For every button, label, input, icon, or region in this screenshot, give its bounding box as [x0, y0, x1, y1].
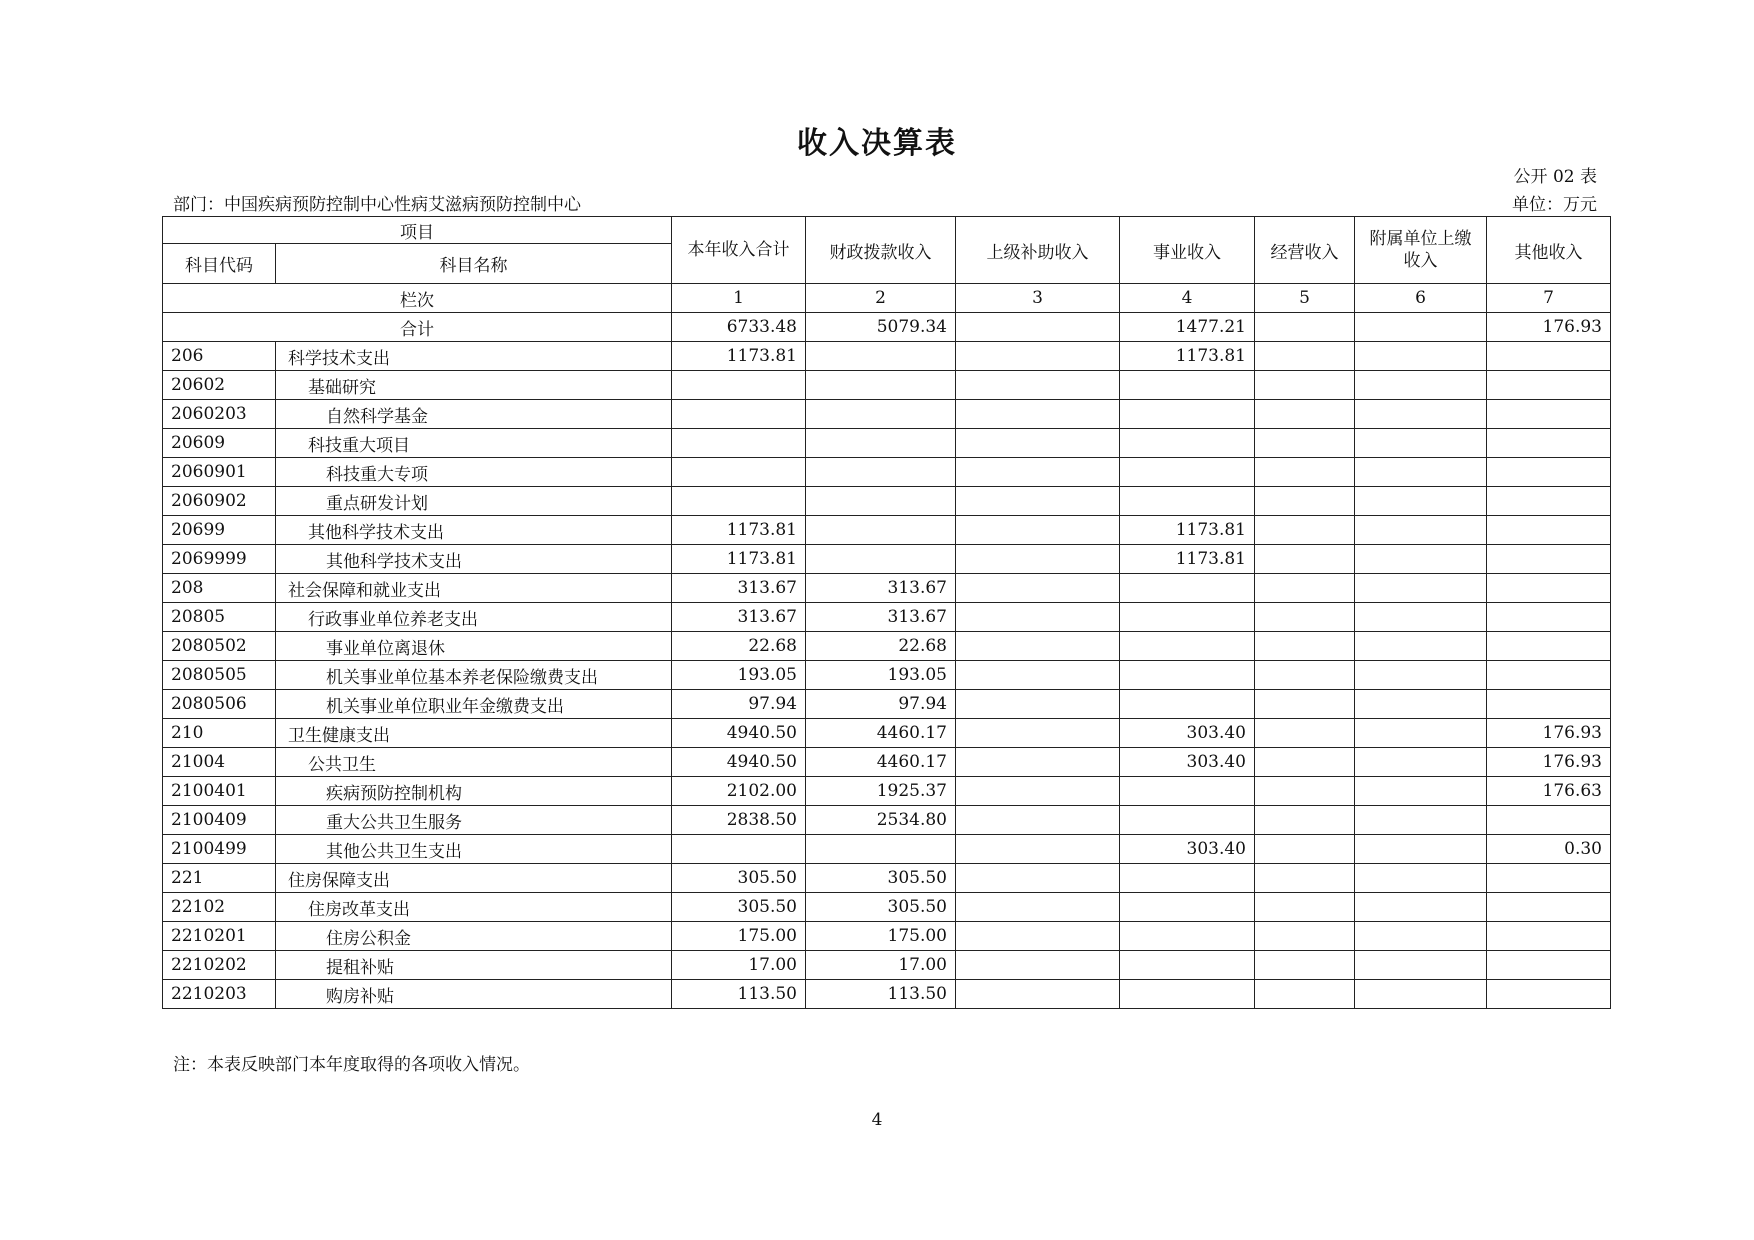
row-value: 4460.17 [806, 719, 956, 748]
row-value [1120, 922, 1255, 951]
total-value: 176.93 [1487, 313, 1611, 342]
row-value [1255, 574, 1355, 603]
table-row [163, 487, 1611, 516]
row-value [1255, 342, 1355, 371]
row-value [956, 545, 1120, 574]
row-name: 科技重大专项 [276, 458, 672, 487]
row-value: 17.00 [672, 951, 806, 980]
seq-number: 5 [1255, 284, 1355, 313]
row-value [806, 429, 956, 458]
row-code: 2210201 [163, 922, 276, 951]
row-name: 行政事业单位养老支出 [276, 603, 672, 632]
header-col-affiliate: 附属单位上缴收入 [1355, 217, 1487, 284]
header-name: 科目名称 [276, 244, 672, 284]
row-value [1487, 690, 1611, 719]
row-value [1120, 429, 1255, 458]
row-value [1255, 777, 1355, 806]
row-value: 1173.81 [1120, 342, 1255, 371]
header-col-total: 本年收入合计 [672, 217, 806, 284]
row-value [672, 429, 806, 458]
row-value: 176.93 [1487, 748, 1611, 777]
header-col-operating: 经营收入 [1255, 217, 1355, 284]
page-number: 4 [871, 1110, 883, 1130]
row-value [1355, 487, 1487, 516]
row-value [956, 806, 1120, 835]
row-value [1255, 545, 1355, 574]
row-value [956, 342, 1120, 371]
row-name: 其他科学技术支出 [276, 516, 672, 545]
row-value [1355, 516, 1487, 545]
row-value [806, 342, 956, 371]
row-value [1255, 835, 1355, 864]
row-value [956, 719, 1120, 748]
row-value [1355, 980, 1487, 1009]
row-value [1487, 951, 1611, 980]
row-value [1255, 922, 1355, 951]
row-value: 22.68 [672, 632, 806, 661]
row-name: 机关事业单位职业年金缴费支出 [276, 690, 672, 719]
table-row [163, 661, 1611, 690]
table-row [163, 980, 1611, 1009]
row-value [1120, 690, 1255, 719]
row-code: 206 [163, 342, 276, 371]
row-value [1355, 690, 1487, 719]
row-value [1355, 574, 1487, 603]
row-value [1255, 806, 1355, 835]
row-name: 其他公共卫生支出 [276, 835, 672, 864]
row-name: 科技重大项目 [276, 429, 672, 458]
row-value [1355, 806, 1487, 835]
row-code: 20699 [163, 516, 276, 545]
row-value: 1173.81 [1120, 516, 1255, 545]
table-row [163, 458, 1611, 487]
row-name: 事业单位离退休 [276, 632, 672, 661]
row-value [672, 487, 806, 516]
header-col-other: 其他收入 [1487, 217, 1611, 284]
row-value [1255, 748, 1355, 777]
row-value [1355, 371, 1487, 400]
row-value: 4940.50 [672, 748, 806, 777]
row-value [956, 516, 1120, 545]
row-value: 313.67 [806, 603, 956, 632]
row-value [1355, 603, 1487, 632]
table-row [163, 893, 1611, 922]
row-name: 其他科学技术支出 [276, 545, 672, 574]
row-value [1487, 806, 1611, 835]
row-value [956, 980, 1120, 1009]
row-value [1255, 893, 1355, 922]
seq-number: 6 [1355, 284, 1487, 313]
row-code: 208 [163, 574, 276, 603]
seq-number: 4 [1120, 284, 1255, 313]
table-row [163, 632, 1611, 661]
row-value: 175.00 [672, 922, 806, 951]
row-value [672, 371, 806, 400]
row-code: 20805 [163, 603, 276, 632]
header-code: 科目代码 [163, 244, 276, 284]
row-name: 疾病预防控制机构 [276, 777, 672, 806]
row-value [1487, 545, 1611, 574]
row-name: 购房补贴 [276, 980, 672, 1009]
row-value [956, 574, 1120, 603]
row-value [1355, 748, 1487, 777]
table-row [163, 371, 1611, 400]
row-value: 2534.80 [806, 806, 956, 835]
total-value [956, 313, 1120, 342]
total-value [1255, 313, 1355, 342]
row-value: 305.50 [806, 864, 956, 893]
row-value: 193.05 [672, 661, 806, 690]
row-value [1487, 458, 1611, 487]
row-value [1487, 429, 1611, 458]
seq-number: 3 [956, 284, 1120, 313]
seq-number: 7 [1487, 284, 1611, 313]
row-value [956, 690, 1120, 719]
row-value [1120, 458, 1255, 487]
row-value [1487, 661, 1611, 690]
row-value [1355, 400, 1487, 429]
row-name: 机关事业单位基本养老保险缴费支出 [276, 661, 672, 690]
row-value [956, 603, 1120, 632]
row-code: 2060902 [163, 487, 276, 516]
row-value: 193.05 [806, 661, 956, 690]
row-value: 303.40 [1120, 748, 1255, 777]
row-value: 1173.81 [1120, 545, 1255, 574]
row-value [1120, 777, 1255, 806]
row-value [1255, 951, 1355, 980]
table-row [163, 719, 1611, 748]
row-value [956, 487, 1120, 516]
row-value [1255, 487, 1355, 516]
row-value: 17.00 [806, 951, 956, 980]
row-value [806, 371, 956, 400]
row-name: 重大公共卫生服务 [276, 806, 672, 835]
total-value: 5079.34 [806, 313, 956, 342]
table-row [163, 835, 1611, 864]
income-table [162, 216, 1611, 1009]
row-value [1355, 864, 1487, 893]
row-value [1355, 719, 1487, 748]
row-value [1487, 400, 1611, 429]
row-name: 自然科学基金 [276, 400, 672, 429]
row-value [1120, 603, 1255, 632]
row-code: 2080505 [163, 661, 276, 690]
row-value [956, 893, 1120, 922]
row-value: 176.63 [1487, 777, 1611, 806]
table-row [163, 951, 1611, 980]
row-value [956, 371, 1120, 400]
row-value [956, 661, 1120, 690]
row-value: 1925.37 [806, 777, 956, 806]
row-value [1487, 980, 1611, 1009]
row-value [806, 516, 956, 545]
row-value [1255, 429, 1355, 458]
row-code: 2210203 [163, 980, 276, 1009]
row-value: 313.67 [672, 603, 806, 632]
table-row [163, 748, 1611, 777]
table-row [163, 545, 1611, 574]
row-value [1355, 545, 1487, 574]
row-value: 176.93 [1487, 719, 1611, 748]
row-value [1120, 864, 1255, 893]
row-name: 社会保障和就业支出 [276, 574, 672, 603]
header-col-fiscal: 财政拨款收入 [806, 217, 956, 284]
row-name: 住房公积金 [276, 922, 672, 951]
row-code: 2060203 [163, 400, 276, 429]
row-value [1487, 922, 1611, 951]
table-row [163, 516, 1611, 545]
row-value [1120, 487, 1255, 516]
seq-number: 2 [806, 284, 956, 313]
page-title: 收入决算表 [797, 126, 957, 161]
row-value: 313.67 [806, 574, 956, 603]
row-value [956, 922, 1120, 951]
row-value: 4460.17 [806, 748, 956, 777]
row-code: 20602 [163, 371, 276, 400]
row-code: 2080502 [163, 632, 276, 661]
row-value: 97.94 [672, 690, 806, 719]
row-value [1487, 516, 1611, 545]
total-value [1355, 313, 1487, 342]
row-value [1120, 980, 1255, 1009]
row-name: 住房保障支出 [276, 864, 672, 893]
row-value [806, 487, 956, 516]
row-value [1120, 806, 1255, 835]
row-value [1487, 603, 1611, 632]
seq-number: 1 [672, 284, 806, 313]
total-label: 合计 [163, 313, 672, 342]
row-value [956, 835, 1120, 864]
row-value [1120, 400, 1255, 429]
row-value [672, 400, 806, 429]
row-value [1255, 458, 1355, 487]
row-code: 221 [163, 864, 276, 893]
row-value [1487, 487, 1611, 516]
table-row [163, 922, 1611, 951]
row-value: 97.94 [806, 690, 956, 719]
row-name: 基础研究 [276, 371, 672, 400]
row-value [956, 748, 1120, 777]
header-project: 项目 [163, 217, 672, 244]
row-code: 2060901 [163, 458, 276, 487]
row-value [1487, 574, 1611, 603]
table-row [163, 342, 1611, 371]
row-value [1255, 690, 1355, 719]
row-value: 4940.50 [672, 719, 806, 748]
row-value [1255, 516, 1355, 545]
row-value [956, 632, 1120, 661]
row-value: 303.40 [1120, 719, 1255, 748]
row-value [1355, 458, 1487, 487]
row-value: 2102.00 [672, 777, 806, 806]
row-value [1487, 632, 1611, 661]
row-value [806, 545, 956, 574]
row-value [956, 951, 1120, 980]
row-value [1355, 661, 1487, 690]
row-value: 305.50 [806, 893, 956, 922]
row-value [1355, 342, 1487, 371]
row-value [1255, 371, 1355, 400]
row-value [1355, 951, 1487, 980]
row-value [1355, 632, 1487, 661]
table-body [163, 342, 1611, 1009]
row-code: 2100401 [163, 777, 276, 806]
row-value: 1173.81 [672, 545, 806, 574]
row-value [1355, 429, 1487, 458]
row-name: 科学技术支出 [276, 342, 672, 371]
row-value [956, 429, 1120, 458]
row-value [1255, 603, 1355, 632]
table-row [163, 400, 1611, 429]
total-value: 1477.21 [1120, 313, 1255, 342]
row-value [1255, 864, 1355, 893]
table-row [163, 603, 1611, 632]
row-value [1120, 893, 1255, 922]
table-row [163, 690, 1611, 719]
row-value [1255, 661, 1355, 690]
row-value: 303.40 [1120, 835, 1255, 864]
row-value [1255, 980, 1355, 1009]
row-code: 2069999 [163, 545, 276, 574]
row-value: 113.50 [806, 980, 956, 1009]
row-value: 305.50 [672, 893, 806, 922]
row-value [806, 400, 956, 429]
department-label: 部门：中国疾病预防控制中心性病艾滋病预防控制中心 [173, 195, 581, 215]
row-name: 住房改革支出 [276, 893, 672, 922]
total-value: 6733.48 [672, 313, 806, 342]
table-row [163, 777, 1611, 806]
table-row [163, 574, 1611, 603]
row-value [1487, 893, 1611, 922]
row-value: 1173.81 [672, 516, 806, 545]
header-col-superior: 上级补助收入 [956, 217, 1120, 284]
row-code: 20609 [163, 429, 276, 458]
row-code: 210 [163, 719, 276, 748]
row-value: 0.30 [1487, 835, 1611, 864]
row-value: 113.50 [672, 980, 806, 1009]
row-value [1255, 632, 1355, 661]
row-code: 2080506 [163, 690, 276, 719]
row-code: 2100499 [163, 835, 276, 864]
row-value [1120, 574, 1255, 603]
footnote: 注：本表反映部门本年度取得的各项收入情况。 [173, 1055, 530, 1075]
row-value [956, 864, 1120, 893]
row-name: 公共卫生 [276, 748, 672, 777]
row-name: 提租补贴 [276, 951, 672, 980]
header-col-business: 事业收入 [1120, 217, 1255, 284]
row-value [672, 835, 806, 864]
row-value [956, 777, 1120, 806]
row-value [1120, 632, 1255, 661]
row-value: 175.00 [806, 922, 956, 951]
row-value [1487, 371, 1611, 400]
row-value [672, 458, 806, 487]
row-value [1120, 951, 1255, 980]
row-value [956, 458, 1120, 487]
table-row [163, 429, 1611, 458]
row-value [1255, 719, 1355, 748]
row-value [1355, 922, 1487, 951]
row-value [1355, 835, 1487, 864]
row-value [1120, 371, 1255, 400]
row-value [1355, 777, 1487, 806]
row-code: 2210202 [163, 951, 276, 980]
row-value [956, 400, 1120, 429]
row-value: 305.50 [672, 864, 806, 893]
row-name: 卫生健康支出 [276, 719, 672, 748]
row-code: 2100409 [163, 806, 276, 835]
row-value [1255, 400, 1355, 429]
unit-label: 单位：万元 [1512, 195, 1597, 215]
row-value: 2838.50 [672, 806, 806, 835]
row-value [1355, 893, 1487, 922]
row-value: 313.67 [672, 574, 806, 603]
row-name: 重点研发计划 [276, 487, 672, 516]
row-value [1487, 342, 1611, 371]
seq-row [163, 284, 1611, 313]
row-code: 22102 [163, 893, 276, 922]
total-row [163, 313, 1611, 342]
row-value [806, 458, 956, 487]
row-code: 21004 [163, 748, 276, 777]
row-value [1487, 864, 1611, 893]
row-value: 1173.81 [672, 342, 806, 371]
seq-label: 栏次 [163, 284, 672, 313]
row-value [1120, 661, 1255, 690]
row-value: 22.68 [806, 632, 956, 661]
row-value [806, 835, 956, 864]
form-number: 公开 02 表 [1513, 167, 1597, 187]
table-row [163, 864, 1611, 893]
table-row [163, 806, 1611, 835]
